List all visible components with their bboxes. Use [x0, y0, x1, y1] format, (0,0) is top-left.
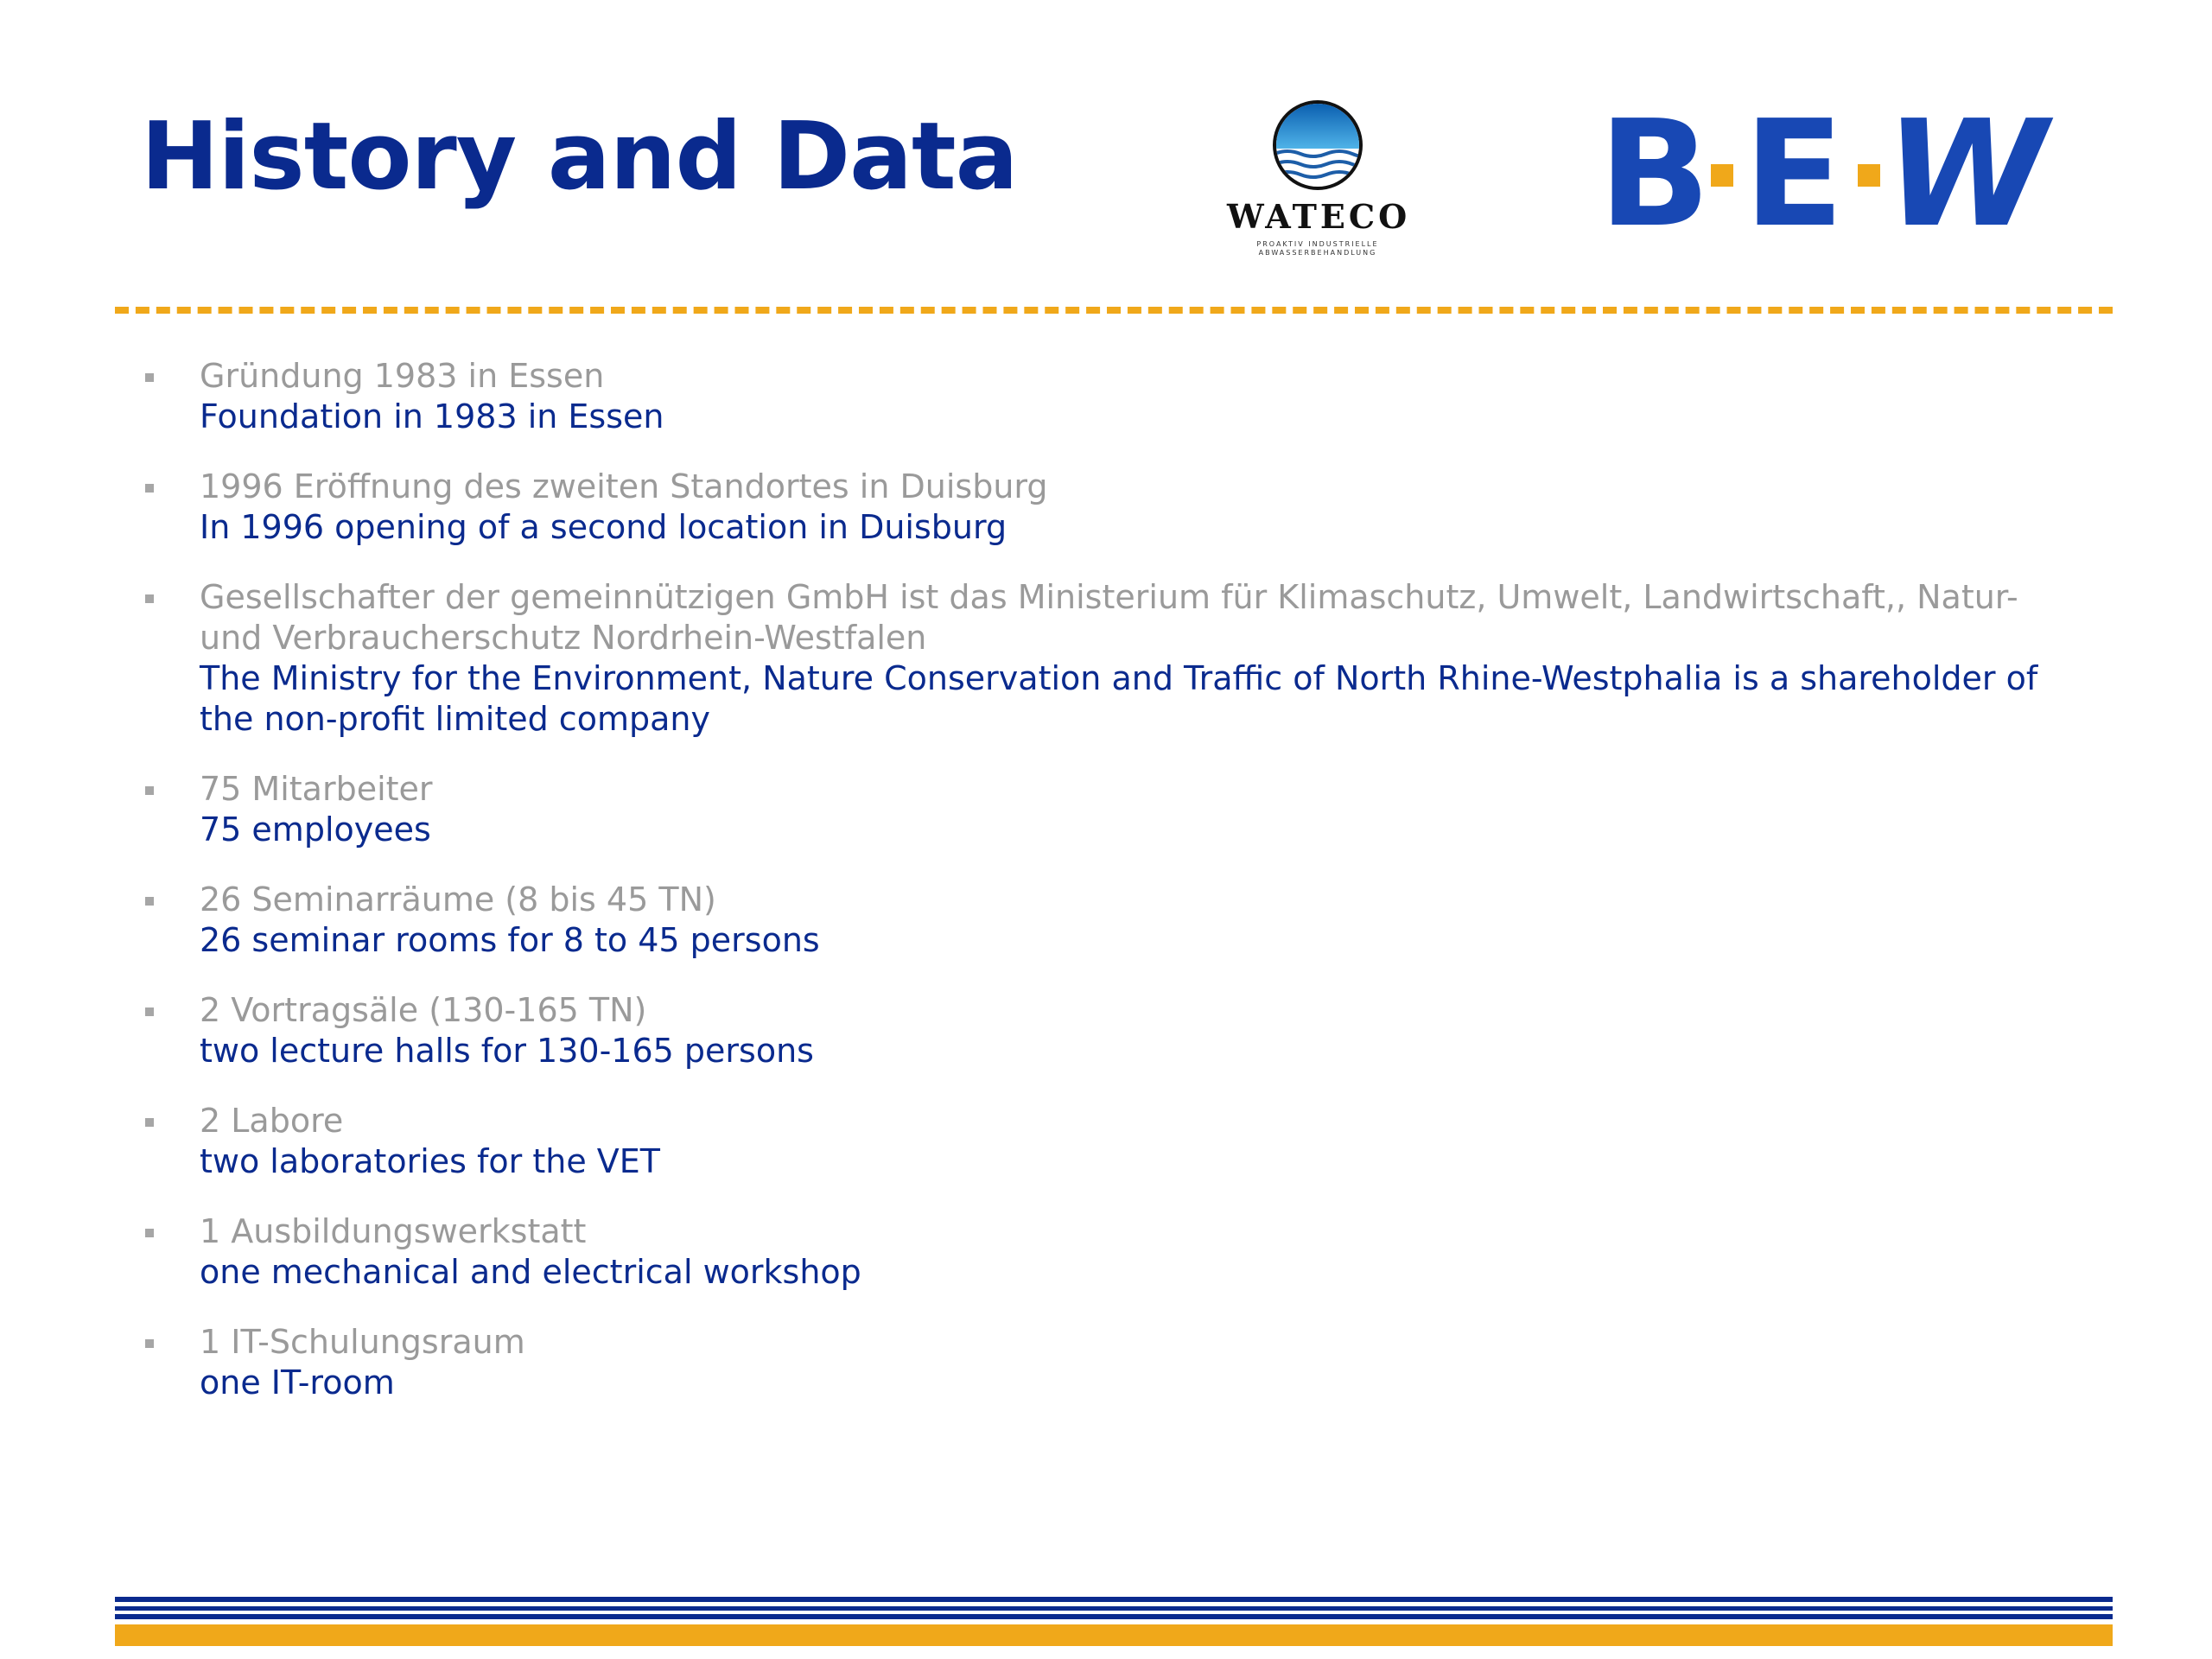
item-english: In 1996 opening of a second location in Duisburg [200, 508, 1007, 546]
item-german: 75 Mitarbeiter [200, 770, 433, 808]
item-german: 26 Seminarräume (8 bis 45 TN) [200, 880, 716, 918]
item-german: Gesellschafter der gemeinnützigen GmbH ist das Ministerium für Klimaschutz, Umwelt, Landwirtschaft,, Natur- und Verbraucherschutz Nordrhein-Westfalen [200, 578, 2018, 657]
list-item [145, 769, 2081, 850]
item-english: 75 employees [200, 810, 431, 849]
wateco-name: WATECO [1227, 197, 1411, 236]
item-english: two laboratories for the VET [200, 1142, 661, 1180]
item-german: 1 Ausbildungswerkstatt [200, 1212, 587, 1250]
item-english: two lecture halls for 130-165 persons [200, 1032, 814, 1070]
bullet-icon [145, 897, 154, 906]
item-english: one mechanical and electrical workshop [200, 1253, 861, 1291]
item-german: 1996 Eröffnung des zweiten Standortes in Duisburg [200, 467, 1048, 505]
list-item [145, 1101, 2081, 1182]
footer-stripe [115, 1614, 2113, 1619]
wateco-logo [1227, 95, 1411, 259]
svg-text:B: B [1599, 102, 1711, 240]
item-english: one IT-room [200, 1363, 395, 1402]
bullet-icon [145, 786, 154, 795]
bullet-icon [145, 373, 154, 382]
footer-stripe [115, 1606, 2113, 1611]
bullet-icon [145, 1007, 154, 1016]
bullet-icon [145, 1339, 154, 1348]
wateco-emblem-icon [1227, 95, 1408, 199]
item-english: 26 seminar rooms for 8 to 45 persons [200, 921, 820, 959]
item-english: The Ministry for the Environment, Nature Conservation and Traffic of North Rhine-Westphalia is a shareholder of the non-profit limited company [200, 659, 2038, 738]
list-item [145, 577, 2081, 740]
list-item [145, 990, 2081, 1071]
history-list [145, 356, 2081, 1433]
item-german: 2 Labore [200, 1102, 344, 1140]
page-title: History and Data [141, 103, 1018, 211]
bullet-icon [145, 594, 154, 603]
footer-accent-bar [115, 1624, 2113, 1646]
wateco-tagline: PROAKTIV INDUSTRIELLE ABWASSERBEHANDLUNG [1256, 240, 1379, 257]
list-item [145, 356, 2081, 437]
bew-logo [1599, 102, 2082, 240]
svg-text:E: E [1744, 102, 1845, 240]
list-item [145, 1211, 2081, 1293]
header-divider [115, 307, 2113, 314]
list-item [145, 1322, 2081, 1403]
list-item [145, 467, 2081, 548]
bew-logo-mark [1599, 102, 2082, 240]
item-german: 1 IT-Schulungsraum [200, 1323, 525, 1361]
bullet-icon [145, 1118, 154, 1127]
item-german: 2 Vortragsäle (130-165 TN) [200, 991, 647, 1029]
bullet-icon [145, 484, 154, 493]
bullet-icon [145, 1229, 154, 1237]
svg-text:W: W [1885, 102, 2048, 240]
footer-stripe [115, 1597, 2113, 1602]
list-item [145, 880, 2081, 961]
item-german: Gründung 1983 in Essen [200, 357, 605, 395]
item-english: Foundation in 1983 in Essen [200, 397, 664, 435]
